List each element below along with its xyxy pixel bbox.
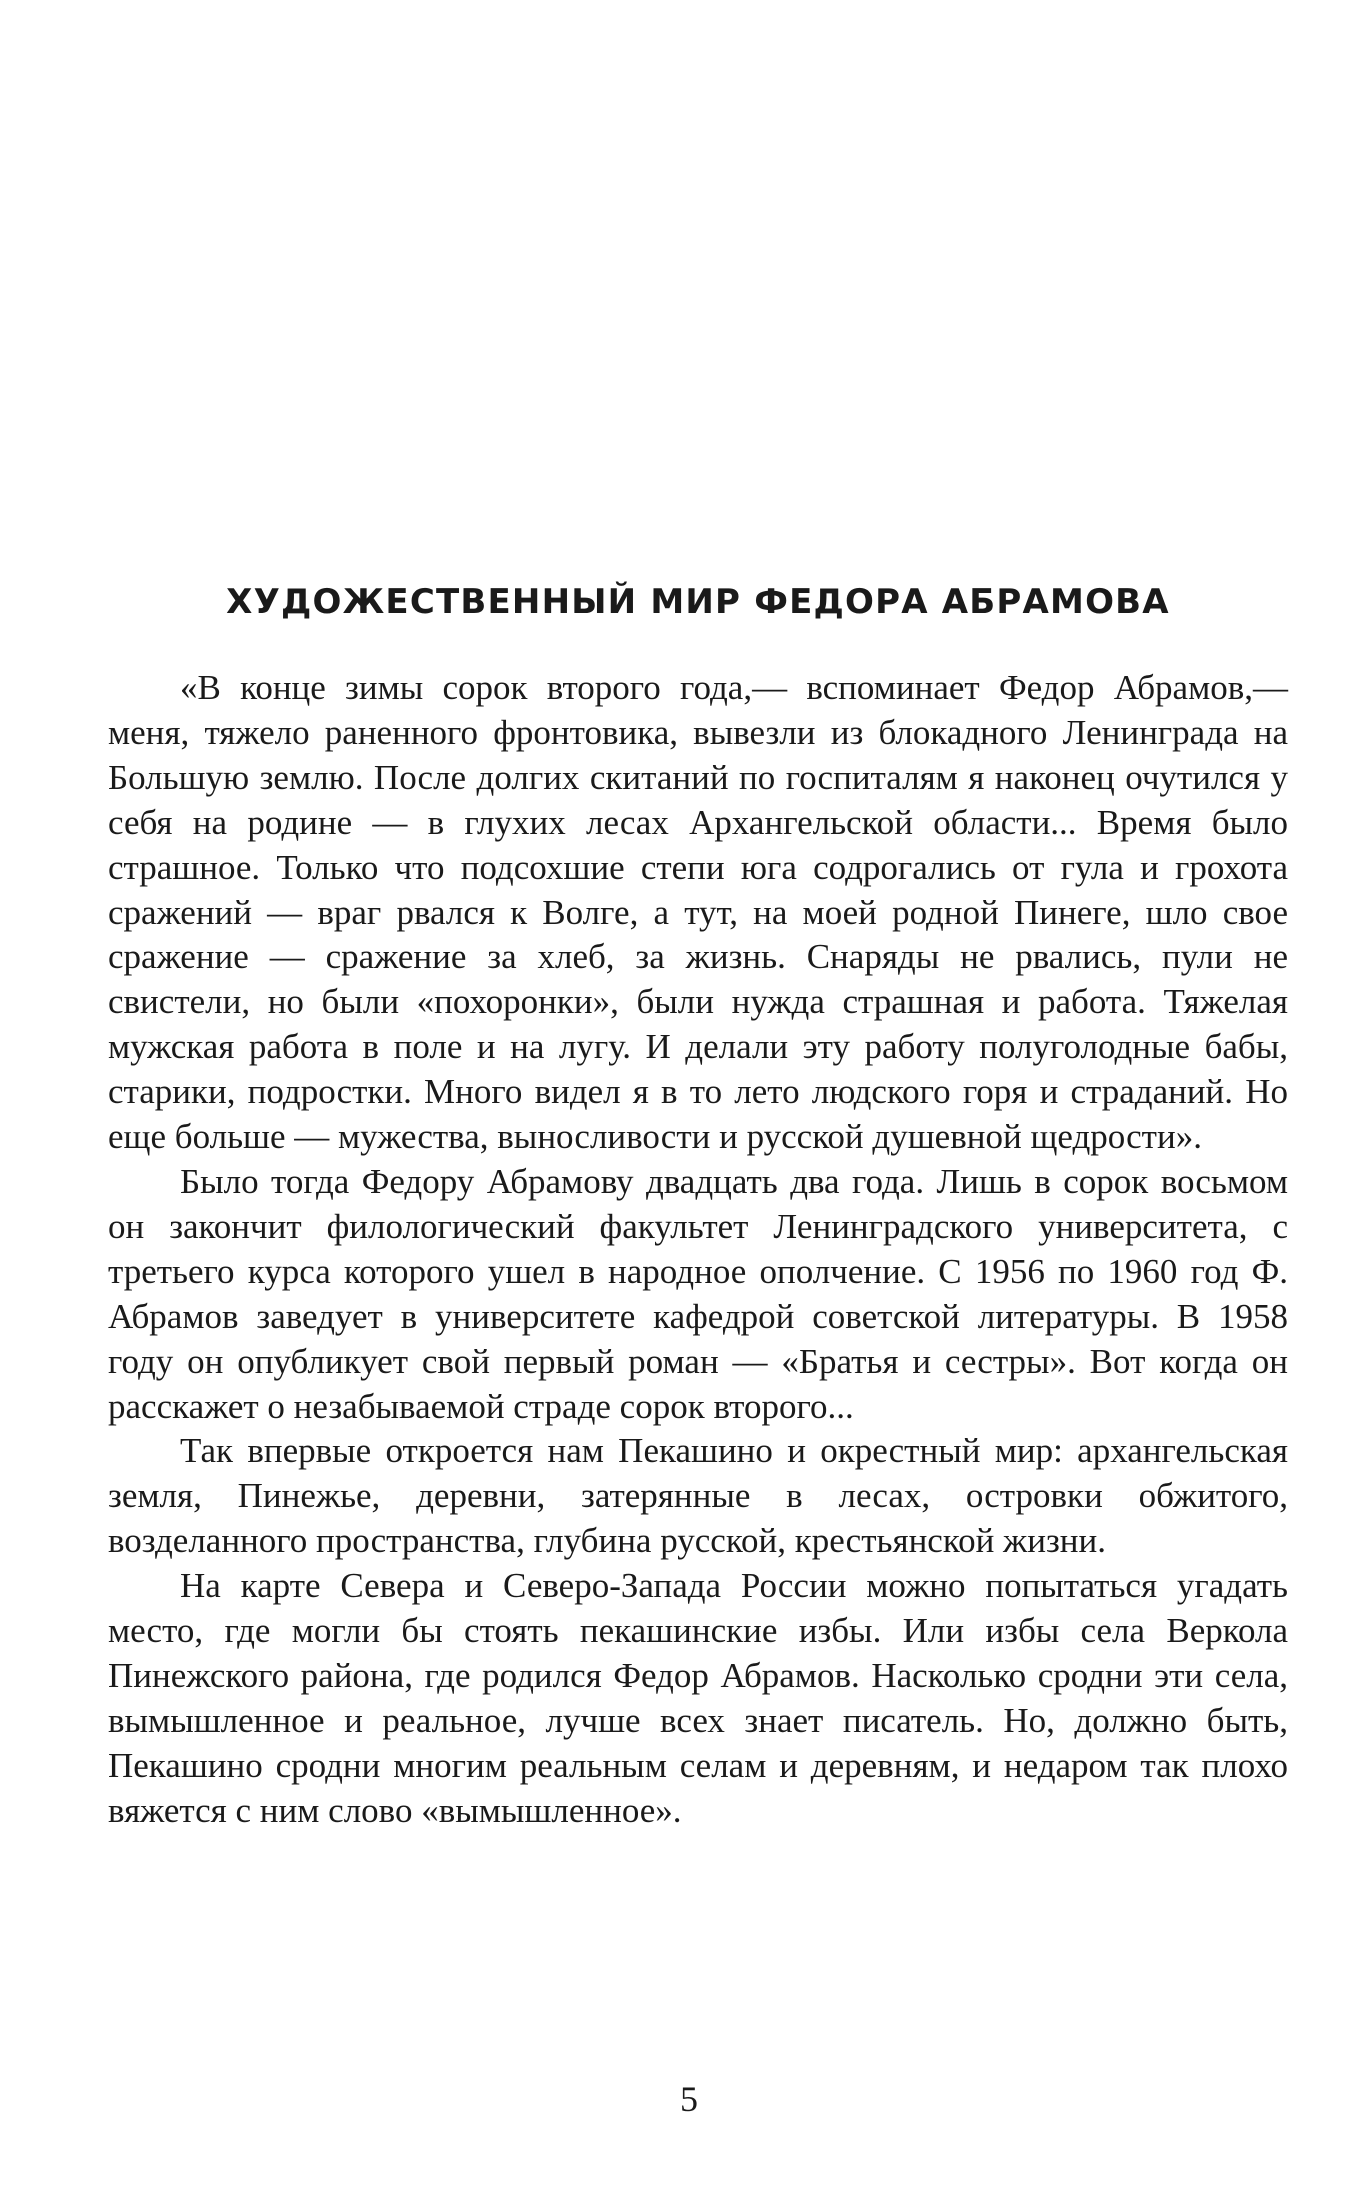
- page-content: [108, 580, 1288, 1834]
- page-title: ХУДОЖЕСТВЕННЫЙ МИР ФЕДОРА АБРАМОВА: [226, 582, 1170, 622]
- page-number: 5: [680, 2079, 698, 2119]
- body-text: [108, 666, 1288, 1834]
- paragraph: На карте Севера и Северо-Запада России можно попытаться угадать место, где могли бы стоять пекашинские избы. Или избы села Веркола Пинежского района, где родился Федор Абрамов. Насколько сродни эти села, вымышленное и реальное, лучше всех знает писатель. Но, должно быть, Пекашино сродни многим реальным селам и деревням, и недаром так плохо вяжется с ним слово «вымышленное».: [108, 1566, 1288, 1830]
- paragraph: Так впервые откроется нам Пекашино и окрестный мир: архангельская земля, Пинежье, деревни, затерянные в лесах, островки обжитого, возделанного пространства, глубина русской, крестьянской жизни.: [108, 1431, 1288, 1561]
- paragraph: Было тогда Федору Абрамову двадцать два года. Лишь в сорок восьмом он закончит филологический факультет Ленинградского университета, с третьего курса которого ушел в народное ополчение. С 1956 по 1960 год Ф. Абрамов заведует в университете кафедрой советской литературы. В 1958 году он опубликует свой первый роман — «Братья и сестры». Вот когда он расскажет о незабываемой страде сорок второго...: [108, 1161, 1288, 1426]
- paragraph: «В конце зимы сорок второго года,— вспоминает Федор Абрамов,— меня, тяжело раненного фронтовика, вывезли из блокадного Ленинграда на Большую землю. После долгих скитаний по госпиталям я наконец очутился у себя на родине — в глухих лесах Архангельской области... Время было страшное. Только что подсохшие степи юга содрогались от гула и грохота сражений — враг рвался к Волге, а тут, на моей родной Пинеге, шло свое сражение — сражение за хлеб, за жизнь. Снаряды не рвались, пули не свистели, но были «похоронки», были нужда страшная и работа. Тяжелая мужская работа в поле и на лугу. И делали эту работу полуголодные бабы, старики, подростки. Много видел я в то лето людского горя и страданий. Но еще больше — мужества, выносливости и русской душевной щедрости».: [108, 668, 1288, 1157]
